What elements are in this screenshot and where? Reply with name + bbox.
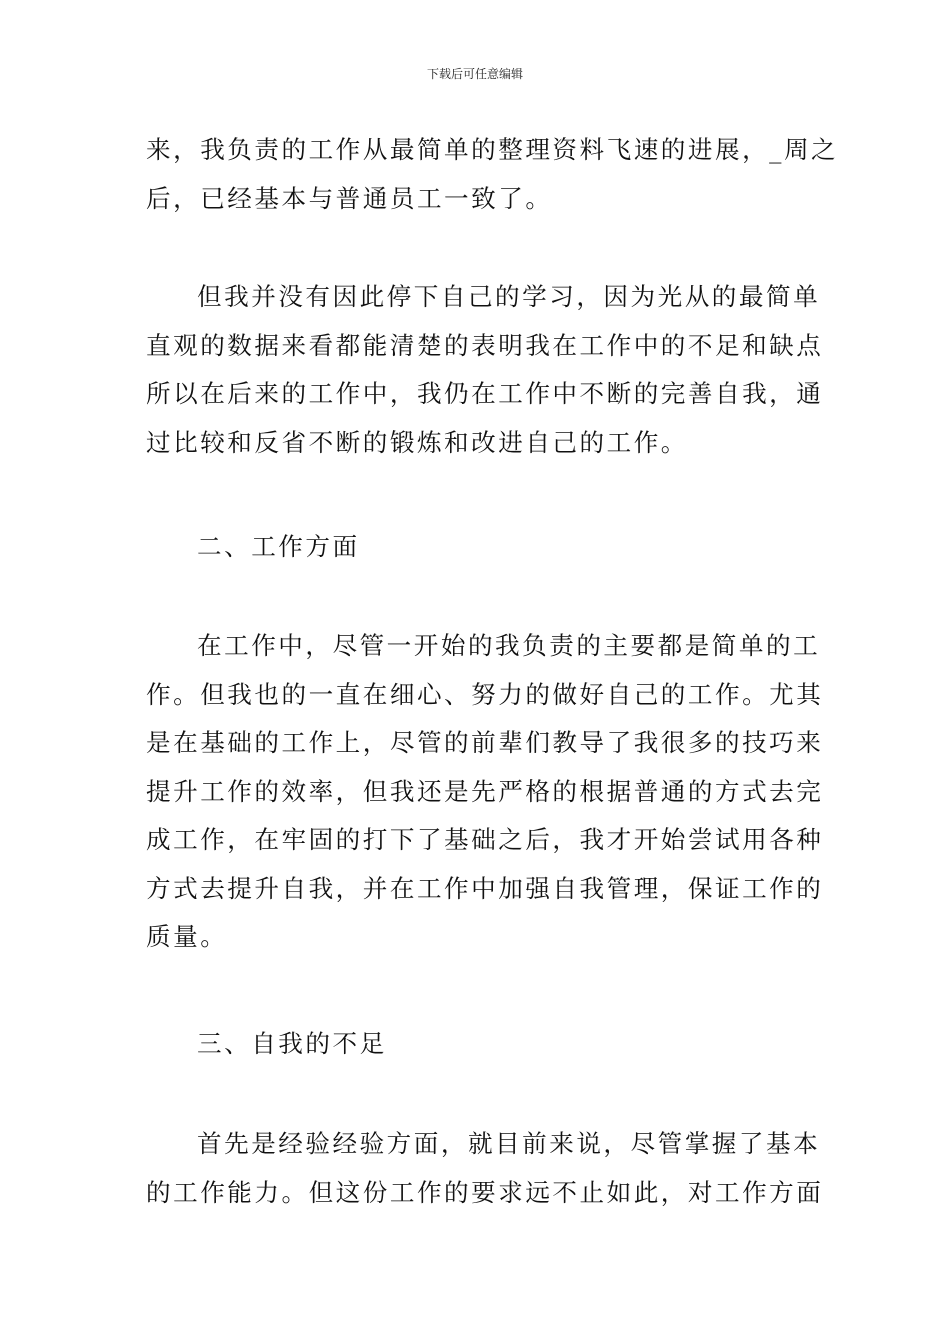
text-line: 过比较和反省不断的锻炼和改进自己的工作。	[146, 427, 688, 457]
text-line: 是在基础的工作上，尽管的前辈们教导了我很多的技巧来	[146, 728, 824, 757]
heading-text: 二、工作方面	[197, 532, 360, 561]
text-line: 所以在后来的工作中，我仍在工作中不断的完善自我，通	[146, 379, 824, 408]
page-header: 下载后可任意编辑	[426, 67, 523, 81]
paragraph-shortcomings	[146, 1120, 824, 1217]
text-line: 直观的数据来看都能清楚的表明我在工作中的不足和缺点	[146, 330, 824, 360]
text-line: 作。但我也的一直在细心、努力的做好自己的工作。尤其	[146, 679, 824, 709]
text-line: 质量。	[146, 922, 228, 951]
section-heading-shortcomings	[146, 1020, 810, 1069]
text-line: 在工作中，尽管一开始的我负责的主要都是简单的工	[197, 631, 821, 660]
paragraph-learning	[146, 273, 824, 467]
text-line: 方式去提升自我，并在工作中加强自我管理，保证工作的	[146, 873, 824, 903]
text-line: 首先是经验经验方面，就目前来说，尽管掌握了基本	[197, 1129, 821, 1158]
section-heading-work	[146, 523, 810, 572]
text-line: 后，已经基本与普通员工一致了。	[146, 183, 553, 213]
text-line: 来，我负责的工作从最简单的整理资料飞速的进展，_周之	[146, 135, 839, 164]
heading-text: 三、自我的不足	[197, 1029, 387, 1058]
text-line: 但我并没有因此停下自己的学习，因为光从的最简单	[197, 282, 821, 311]
text-line: 提升工作的效率，但我还是先严格的根据普通的方式去完	[146, 776, 824, 806]
paragraph-work	[146, 622, 824, 962]
paragraph-continuation	[146, 126, 839, 223]
text-line: 成工作，在牢固的打下了基础之后，我才开始尝试用各种	[146, 825, 824, 854]
text-line: 的工作能力。但这份工作的要求远不止如此，对工作方面	[146, 1177, 824, 1207]
